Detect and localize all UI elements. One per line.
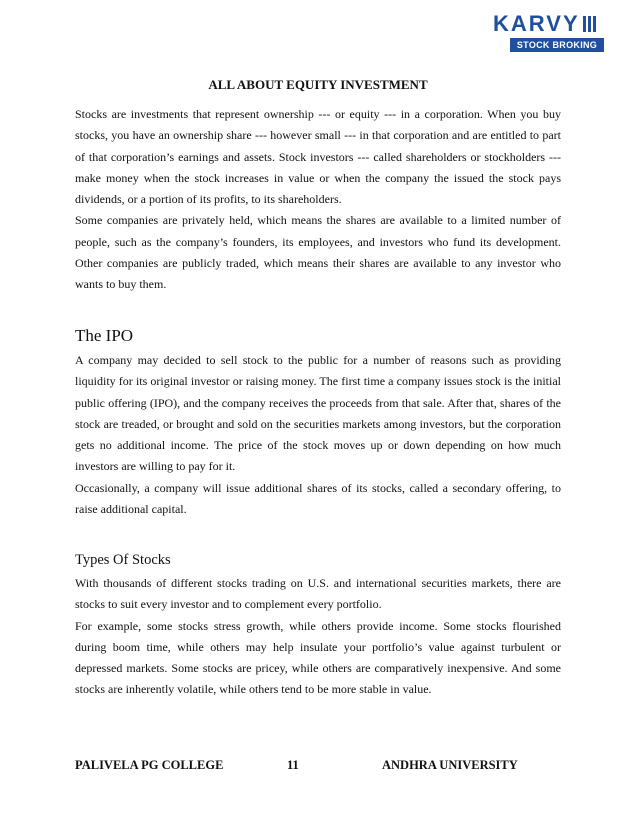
types-paragraph-1: With thousands of different stocks trading on U.S. and international securities markets, there are stocks to suit every investor and to complement every portfolio. <box>75 576 561 612</box>
types-section <box>75 573 561 701</box>
ipo-paragraph-1: A company may decided to sell stock to the public for a number of reasons such as providing liquidity for its original investor or raising money. The first time a company issues stock is the initial public offering (IPO), and the company receives the proceeds from that sale. After that, shares of the stock are treaded, or brought and sold on the securities markets among investors, but the corporation gets no additional income. The price of the stock moves up or down depending on how much investors are willing to pay for it. <box>75 353 561 474</box>
page-title: ALL ABOUT EQUITY INVESTMENT <box>208 77 428 92</box>
logo-brand <box>493 12 611 36</box>
intro-paragraph-2: Some companies are privately held, which means the shares are available to a limited number of people, such as the company’s founders, its employees, and investors who fund its development. Other companies are publicly traded, which means their shares are available to any investor who wants to buy them. <box>75 213 561 292</box>
intro-section <box>75 104 561 296</box>
logo-brand-text: KARVY <box>493 11 580 36</box>
footer-university: ANDHRA UNIVERSITY <box>382 758 518 772</box>
types-heading: Types Of Stocks <box>75 552 171 568</box>
types-paragraph-2: For example, some stocks stress growth, while others provide income. Some stocks flourished during boom time, while others may help insulate your portfolio’s value against turbulent or depressed markets. Some stocks are pricey, while others are comparatively inexpensive. And some stocks are inherently volatile, while others tend to be more stable in value. <box>75 618 561 697</box>
ipo-section <box>75 350 561 520</box>
logo-tagline: STOCK BROKING <box>510 38 604 52</box>
intro-paragraph-1: Stocks are investments that represent ownership --- or equity --- in a corporation. When you buy stocks, you have an ownership share --- however small --- in that corporation and are entitled to part of that corporation’s earnings and assets. Stock investors --- called shareholders or stockholders --- make money when the stock increases in value or when the company the issued the stock pays dividends, or a portion of its profits, to its shareholders. <box>75 107 561 207</box>
footer-page-number: 11 <box>287 758 299 772</box>
ipo-paragraph-2: Occasionally, a company will issue additional shares of its stocks, called a secondary offering, to raise additional capital. <box>75 480 561 517</box>
ipo-heading: The IPO <box>75 326 134 345</box>
karvy-logo <box>493 12 611 56</box>
footer-college: PALIVELA PG COLLEGE <box>75 758 224 772</box>
logo-bars-icon <box>583 16 596 32</box>
